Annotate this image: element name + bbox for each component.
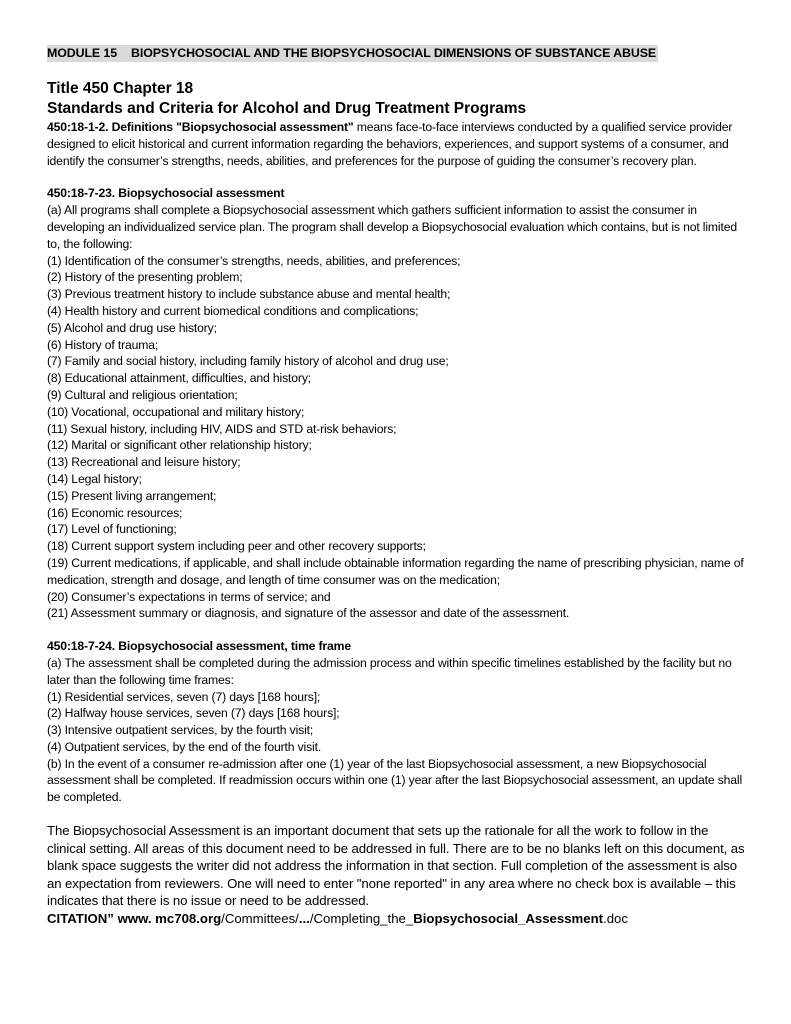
section-heading: 450:18-7-23. Biopsychosocial assessment	[47, 186, 285, 201]
list-item: (3) Previous treatment history to include substance abuse and mental health;	[47, 287, 451, 302]
list-item: (14) Legal history;	[47, 471, 142, 486]
list-item: (6) History of trauma;	[47, 337, 159, 352]
list-item: (5) Alcohol and drug use history;	[47, 320, 217, 335]
readmission-paragraph: (b) In the event of a consumer re-admission after one (1) year of the last Biopsychosocial assessment, a new Biopsychosocial assessment shall be completed. If readmission occurs within one (1) year after the last Biopsychosocial assessment, an update shall be completed.	[47, 756, 743, 805]
citation-label: CITATION” www. mc708.org	[47, 911, 222, 927]
list-item: (1) Residential services, seven (7) days [168 hours];	[47, 689, 321, 704]
list-item: (9) Cultural and religious orientation;	[47, 387, 238, 402]
citation	[47, 910, 747, 928]
section-time-frame	[47, 638, 747, 806]
section-intro: (a) The assessment shall be completed during the admission process and within specific timelines established by the facility but no later than the following time frames:	[47, 655, 732, 687]
list-item: (21) Assessment summary or diagnosis, and signature of the assessor and date of the assessment.	[47, 606, 570, 621]
list-item: (10) Vocational, occupational and military history;	[47, 404, 305, 419]
module-banner	[47, 45, 658, 62]
definition-text: means face-to-face interviews conducted by a qualified service provider designed to elicit historical and current information regarding the behaviors, experiences, and support systems of a consumer, and identify the consumer’s strengths, needs, abilities, and preferences for the purpose of guiding the consumer’s recovery plan.	[47, 120, 733, 168]
module-title: BIOPSYCHOSOCIAL AND THE BIOPSYCHOSOCIAL DIMENSIONS OF SUBSTANCE ABUSE	[131, 46, 657, 60]
list-item: (17) Level of functioning;	[47, 522, 177, 537]
document-page	[47, 44, 747, 928]
definition-label: 450:18-1-2. Definitions "Biopsychosocial assessment"	[47, 120, 354, 134]
list-item: (7) Family and social history, including family history of alcohol and drug use;	[47, 354, 449, 369]
citation-extension: .doc	[603, 911, 628, 927]
list-item: (2) Halfway house services, seven (7) days [168 hours];	[47, 706, 340, 721]
list-item: (4) Health history and current biomedical conditions and complications;	[47, 303, 419, 318]
list-item: (13) Recreational and leisure history;	[47, 455, 241, 470]
list-item: (2) History of the presenting problem;	[47, 270, 243, 285]
list-item: (3) Intensive outpatient services, by the fourth visit;	[47, 723, 314, 738]
list-item: (12) Marital or significant other relationship history;	[47, 438, 312, 453]
list-item: (20) Consumer’s expectations in terms of service; and	[47, 589, 331, 604]
list-item: (19) Current medications, if applicable, and shall include obtainable information regarding the name of prescribing physician, name of medication, strength and dosage, and length of time consumer was on the medication;	[47, 555, 744, 587]
citation-path-part: /Committees/	[221, 911, 299, 927]
section-assessment	[47, 185, 747, 622]
module-number: MODULE 15	[47, 46, 118, 60]
list-item: (15) Present living arrangement;	[47, 488, 217, 503]
list-item: (18) Current support system including peer and other recovery supports;	[47, 539, 426, 554]
chapter-title: Title 450 Chapter 18	[47, 80, 194, 97]
list-item: (11) Sexual history, including HIV, AIDS and STD at-risk behaviors;	[47, 421, 397, 436]
closing-paragraph: The Biopsychosocial Assessment is an important document that sets up the rationale for all the work to follow in the clinical setting. All areas of this document need to be addressed in full. There are to be no blanks left on this document, as blank space suggests the writer did not address the information in that section. Full completion of the assessment is also an expectation from reviewers. One will need to enter "none reported" in any area where no check box is available – this indicates that there is no issue or need to be addressed.	[47, 823, 745, 909]
citation-filename: Biopsychosocial_Assessment	[413, 911, 604, 927]
list-item: (8) Educational attainment, difficulties, and history;	[47, 371, 312, 386]
citation-ellipsis: ...	[298, 911, 310, 927]
section-intro: (a) All programs shall complete a Biopsychosocial assessment which gathers sufficient information to assist the consumer in developing an individualized service plan. The program shall develop a Biopsychosocial evaluation which contains, but is not limited to, the following:	[47, 203, 737, 251]
citation-path-part: /Completing_the_	[309, 911, 414, 927]
list-item: (4) Outpatient services, by the end of the fourth visit.	[47, 739, 322, 754]
standards-title: Standards and Criteria for Alcohol and Drug Treatment Programs	[47, 100, 527, 117]
definition-paragraph	[47, 119, 747, 169]
section-heading: 450:18-7-24. Biopsychosocial assessment, time frame	[47, 639, 351, 654]
list-item: (1) Identification of the consumer’s strengths, needs, abilities, and preferences;	[47, 253, 461, 268]
list-item: (16) Economic resources;	[47, 505, 183, 520]
